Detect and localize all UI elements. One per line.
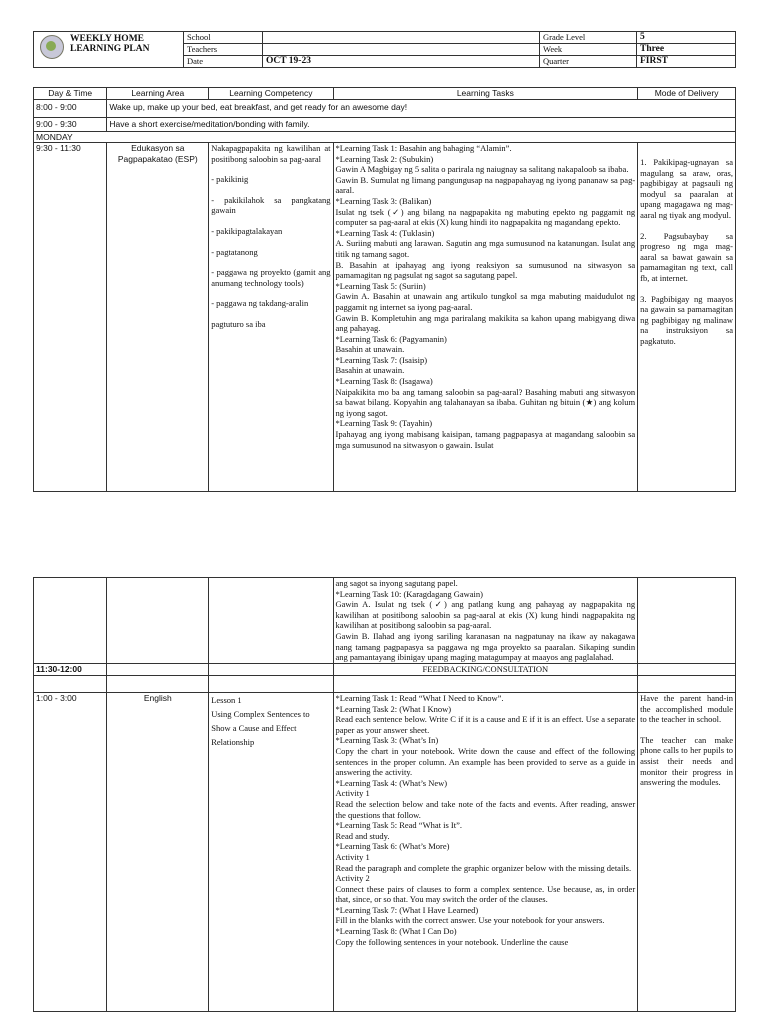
teachers-label: Teachers	[184, 44, 263, 56]
empty-cell	[209, 578, 333, 664]
english-learning-tasks	[333, 693, 638, 1012]
mode-item: 1. Pakikipag-ugnayan sa magulang sa araw, oras, pagbibigay at pagsauli ng modyul sa paaralan at upang magagawa ng mag-aaral ng tiyak ang modyul.	[640, 157, 733, 220]
school-value	[263, 32, 540, 44]
competency-item: Show a Cause and Effect Relationship	[211, 723, 297, 747]
esp-time: 9:30 - 11:30	[34, 143, 107, 492]
esp-competency	[209, 143, 333, 492]
col-learning-tasks: Learning Tasks	[333, 88, 638, 100]
row-activity: Have a short exercise/meditation/bonding with family.	[107, 118, 736, 132]
esp-mode-of-delivery	[638, 143, 736, 492]
competency-item: - pakikilahok sa pangkatang gawain	[211, 194, 331, 216]
task-line: Connect these pairs of clauses to form a complex sentence. Use because, as, in order that, since, or so that. You may switch the order of the clauses.	[335, 883, 636, 905]
competency-item: Lesson 1	[211, 695, 242, 705]
table-row	[34, 132, 736, 143]
task-line: *Learning Task 9: (Tayahin)	[335, 418, 433, 429]
task-line: *Learning Task 6: (What’s More)	[335, 841, 450, 852]
task-line: Gawin B. Sumulat ng limang pangungusap na nagpapahayag ng iyong pananaw sa pag-aaral.	[335, 174, 636, 196]
task-line: Gawin B. Kompletuhin ang mga pariralang makikita sa kahon upang mabigyang diwa ang pahayag.	[335, 312, 636, 334]
empty-cell	[34, 578, 107, 664]
task-line: *Learning Task 5: Read “What is It”.	[335, 820, 462, 831]
competency-item: - pakikinig	[211, 174, 249, 185]
task-line: B. Basahin at ipahayag ang iyong reaksiyon sa sumusunod na sitwasyon sa pamamagitan ng pagsulat ng sagot sa sagutang papel.	[335, 259, 636, 281]
schedule-table-page2	[33, 577, 736, 1012]
task-line: Ipahayag ang iyong mabisang kaisipan, tamang pagpapasya at magandang saloobin sa mga sumusunod na sitwasyon o gawain. Isulat	[335, 429, 636, 450]
task-line: Isulat ng tsek (✓) ang bilang na nagpapakita ng mabuting epekto ng paggamit ng computer sa pag-aaral at ekis (X) kung hindi ito nagpapakita ng magandang epekto.	[335, 206, 636, 228]
task-line: *Learning Task 7: (Isaisip)	[335, 354, 428, 365]
empty-cell	[107, 578, 209, 664]
task-line: *Learning Task 4: (Tuklasin)	[335, 227, 435, 238]
school-label: School	[184, 32, 263, 44]
task-line: Gawin A. Isulat ng tsek (✓) ang patlang kung ang pahayag ay nagpapakita ng kawilihan at positibong saloobin sa pag-aaral at ekis (X) kung hindi nagpapakita ng kawilihan at positibong saloobin sa pag-aaral.	[335, 599, 636, 631]
competency-item: Using Complex Sentences to	[211, 709, 310, 719]
task-line: *Learning Task 7: (What I Have Learned)	[335, 904, 479, 915]
task-line: Gawin B. Ilahad ang iyong sariling karanasan na nagpatunay na ikaw ay nakagawa nang tamang pagpapasya sa paggawa ng mga proyekto sa paaralan. Sikaping sundin ang pamantayang ibinigay upang maging matagumpay at maayos ang paglalahad.	[335, 630, 636, 663]
task-line: *Learning Task 8: (What I Can Do)	[335, 926, 457, 937]
task-line: Basahin at unawain.	[335, 344, 405, 355]
english-learning-area: English	[107, 693, 209, 1012]
task-line: *Learning Task 1: Basahin ang bahaging “Alamin”.	[335, 143, 512, 153]
grade-value: 5	[637, 32, 736, 44]
empty-cell	[107, 664, 209, 676]
row-time: 8:00 - 9:00	[34, 100, 107, 118]
task-line: *Learning Task 8: (Isagawa)	[335, 376, 433, 387]
deped-seal-icon	[40, 35, 64, 59]
task-line: *Learning Task 10: (Karagdagang Gawain)	[335, 588, 483, 599]
english-time: 1:00 - 3:00	[34, 693, 107, 1012]
english-mode-of-delivery	[638, 693, 736, 1012]
task-line: Read and study.	[335, 830, 390, 841]
task-line: Basahin at unawain.	[335, 365, 405, 376]
col-day-time: Day & Time	[34, 88, 107, 100]
competency-item: - paggawa ng takdang-aralin	[211, 298, 309, 309]
competency-item: - paggawa ng proyekto (gamit ang anumang technology tools)	[211, 267, 331, 288]
task-line: Naipakikita mo ba ang tamang saloobin sa pag-aaral? Basahing mabuti ang sitwasyon sa bawat bilang. Kopyahin ang talahanayan sa ibaba. Guhitan ng bituin (★) ang kolum ng iyong sagot.	[335, 386, 636, 418]
plan-title	[70, 34, 149, 54]
competency-item: pagtuturo sa iba	[211, 318, 266, 329]
competency-item: Nakapagpapakita ng kawilihan at positibong saloobin sa pag-aaral	[211, 143, 331, 164]
teachers-value	[263, 44, 540, 56]
table-row	[34, 100, 736, 118]
date-label: Date	[184, 56, 263, 68]
task-line: *Learning Task 5: (Suriin)	[335, 280, 426, 291]
task-line: Read each sentence below. Write C if it is a cause and E if it is an effect. Use a separate paper as your answer sheet.	[335, 714, 636, 735]
col-learning-competency: Learning Competency	[209, 88, 333, 100]
task-line: *Learning Task 6: (Pagyamanin)	[335, 333, 447, 344]
task-line: ang sagot sa inyong sagutang papel.	[335, 578, 458, 588]
table-row	[34, 118, 736, 132]
mode-item: Have the parent hand-in the accomplished module to the teacher in school.	[640, 693, 733, 725]
empty-cell	[107, 676, 209, 693]
logo-title-cell	[34, 32, 184, 68]
plan-title-line2: LEARNING PLAN	[70, 44, 150, 54]
grade-label: Grade Level	[540, 32, 637, 44]
task-line: Activity 2	[335, 873, 370, 884]
empty-cell	[638, 676, 736, 693]
col-mode-of-delivery: Mode of Delivery	[638, 88, 736, 100]
table-row-esp	[34, 143, 736, 492]
empty-cell	[333, 676, 638, 693]
feedback-label: FEEDBACKING/CONSULTATION	[333, 664, 638, 676]
task-line: Gawin A. Basahin at unawain ang artikulo tungkol sa mga mabuting maidudulot ng paggamit ng internet sa iyong pag-aaral.	[335, 291, 636, 312]
competency-item: - pakikipagtalakayan	[211, 225, 283, 236]
week-label: Week	[540, 44, 637, 56]
mode-item: 3. Pagbibigay ng maayos na gawain sa pamamagitan ng pagbibigay ng malinaw na instruksiyon sa pagkatuto.	[640, 293, 733, 346]
plan-header	[33, 31, 736, 68]
col-learning-area: Learning Area	[107, 88, 209, 100]
date-value: OCT 19-23	[263, 56, 540, 68]
empty-cell	[638, 664, 736, 676]
quarter-value: FIRST	[637, 56, 736, 68]
task-line: Gawin A Magbigay ng 5 salita o parirala ng naiugnay sa salitang nakapaloob sa ibaba.	[335, 164, 629, 175]
task-line: *Learning Task 3: (Balikan)	[335, 195, 432, 206]
schedule-table-page1	[33, 87, 736, 492]
empty-cell	[638, 578, 736, 664]
plan-title-line1: WEEKLY HOME	[70, 34, 144, 44]
task-line: *Learning Task 4: (What’s New)	[335, 777, 448, 788]
competency-item: - pagtatanong	[211, 246, 258, 257]
row-activity: Wake up, make up your bed, eat breakfast, and get ready for an awesome day!	[107, 100, 736, 118]
english-competency	[209, 693, 333, 1012]
esp-learning-tasks	[333, 143, 638, 492]
quarter-label: Quarter	[540, 56, 637, 68]
esp-learning-tasks-continued	[333, 578, 638, 664]
day-label-monday: MONDAY	[34, 132, 736, 143]
task-line: Read the paragraph and complete the graphic organizer below with the missing details.	[335, 862, 632, 873]
task-line: Fill in the blanks with the correct answer. Use your notebook for your answers.	[335, 915, 605, 926]
table-row-feedback	[34, 664, 736, 676]
task-line: Copy the following sentences in your notebook. Underline the cause	[335, 936, 569, 947]
empty-cell	[209, 664, 333, 676]
mode-item: The teacher can make phone calls to her pupils to assist their needs and monitor their progress in answering the modules.	[640, 734, 733, 788]
task-line: *Learning Task 2: (What I Know)	[335, 703, 452, 714]
empty-cell	[34, 676, 107, 693]
week-value: Three	[637, 44, 736, 56]
task-line: *Learning Task 2: (Subukin)	[335, 153, 434, 164]
task-line: Activity 1	[335, 788, 370, 799]
table-header-row	[34, 88, 736, 100]
task-line: *Learning Task 1: Read “What I Need to Know”.	[335, 693, 504, 703]
task-line: A. Suriing mabuti ang larawan. Sagutin ang mga sumusunod na katanungan. Isulat ang titik ng tamang sagot.	[335, 238, 636, 259]
task-line: Copy the chart in your notebook. Write down the cause and effect of the following sentences in the proper column. An example has been provided to serve as a guide in answering the activity.	[335, 745, 636, 778]
feedback-time: 11:30-12:00	[34, 664, 107, 676]
esp-learning-area: Edukasyon sa Pagpapakatao (ESP)	[107, 143, 209, 492]
task-line: Read the selection below and take note of the facts and events. After reading, answer the questions that follow.	[335, 798, 636, 820]
task-line: *Learning Task 3: (What’s In)	[335, 735, 439, 746]
table-row-esp-continued	[34, 578, 736, 664]
table-row-english	[34, 693, 736, 1012]
task-line: Activity 1	[335, 851, 370, 862]
empty-cell	[209, 676, 333, 693]
table-row	[34, 676, 736, 693]
row-time: 9:00 - 9:30	[34, 118, 107, 132]
mode-item: 2. Pagsubaybay sa progreso ng mga mag-aaral sa bawat gawain sa pamamagitan ng text, call fb, at internet.	[640, 230, 733, 283]
